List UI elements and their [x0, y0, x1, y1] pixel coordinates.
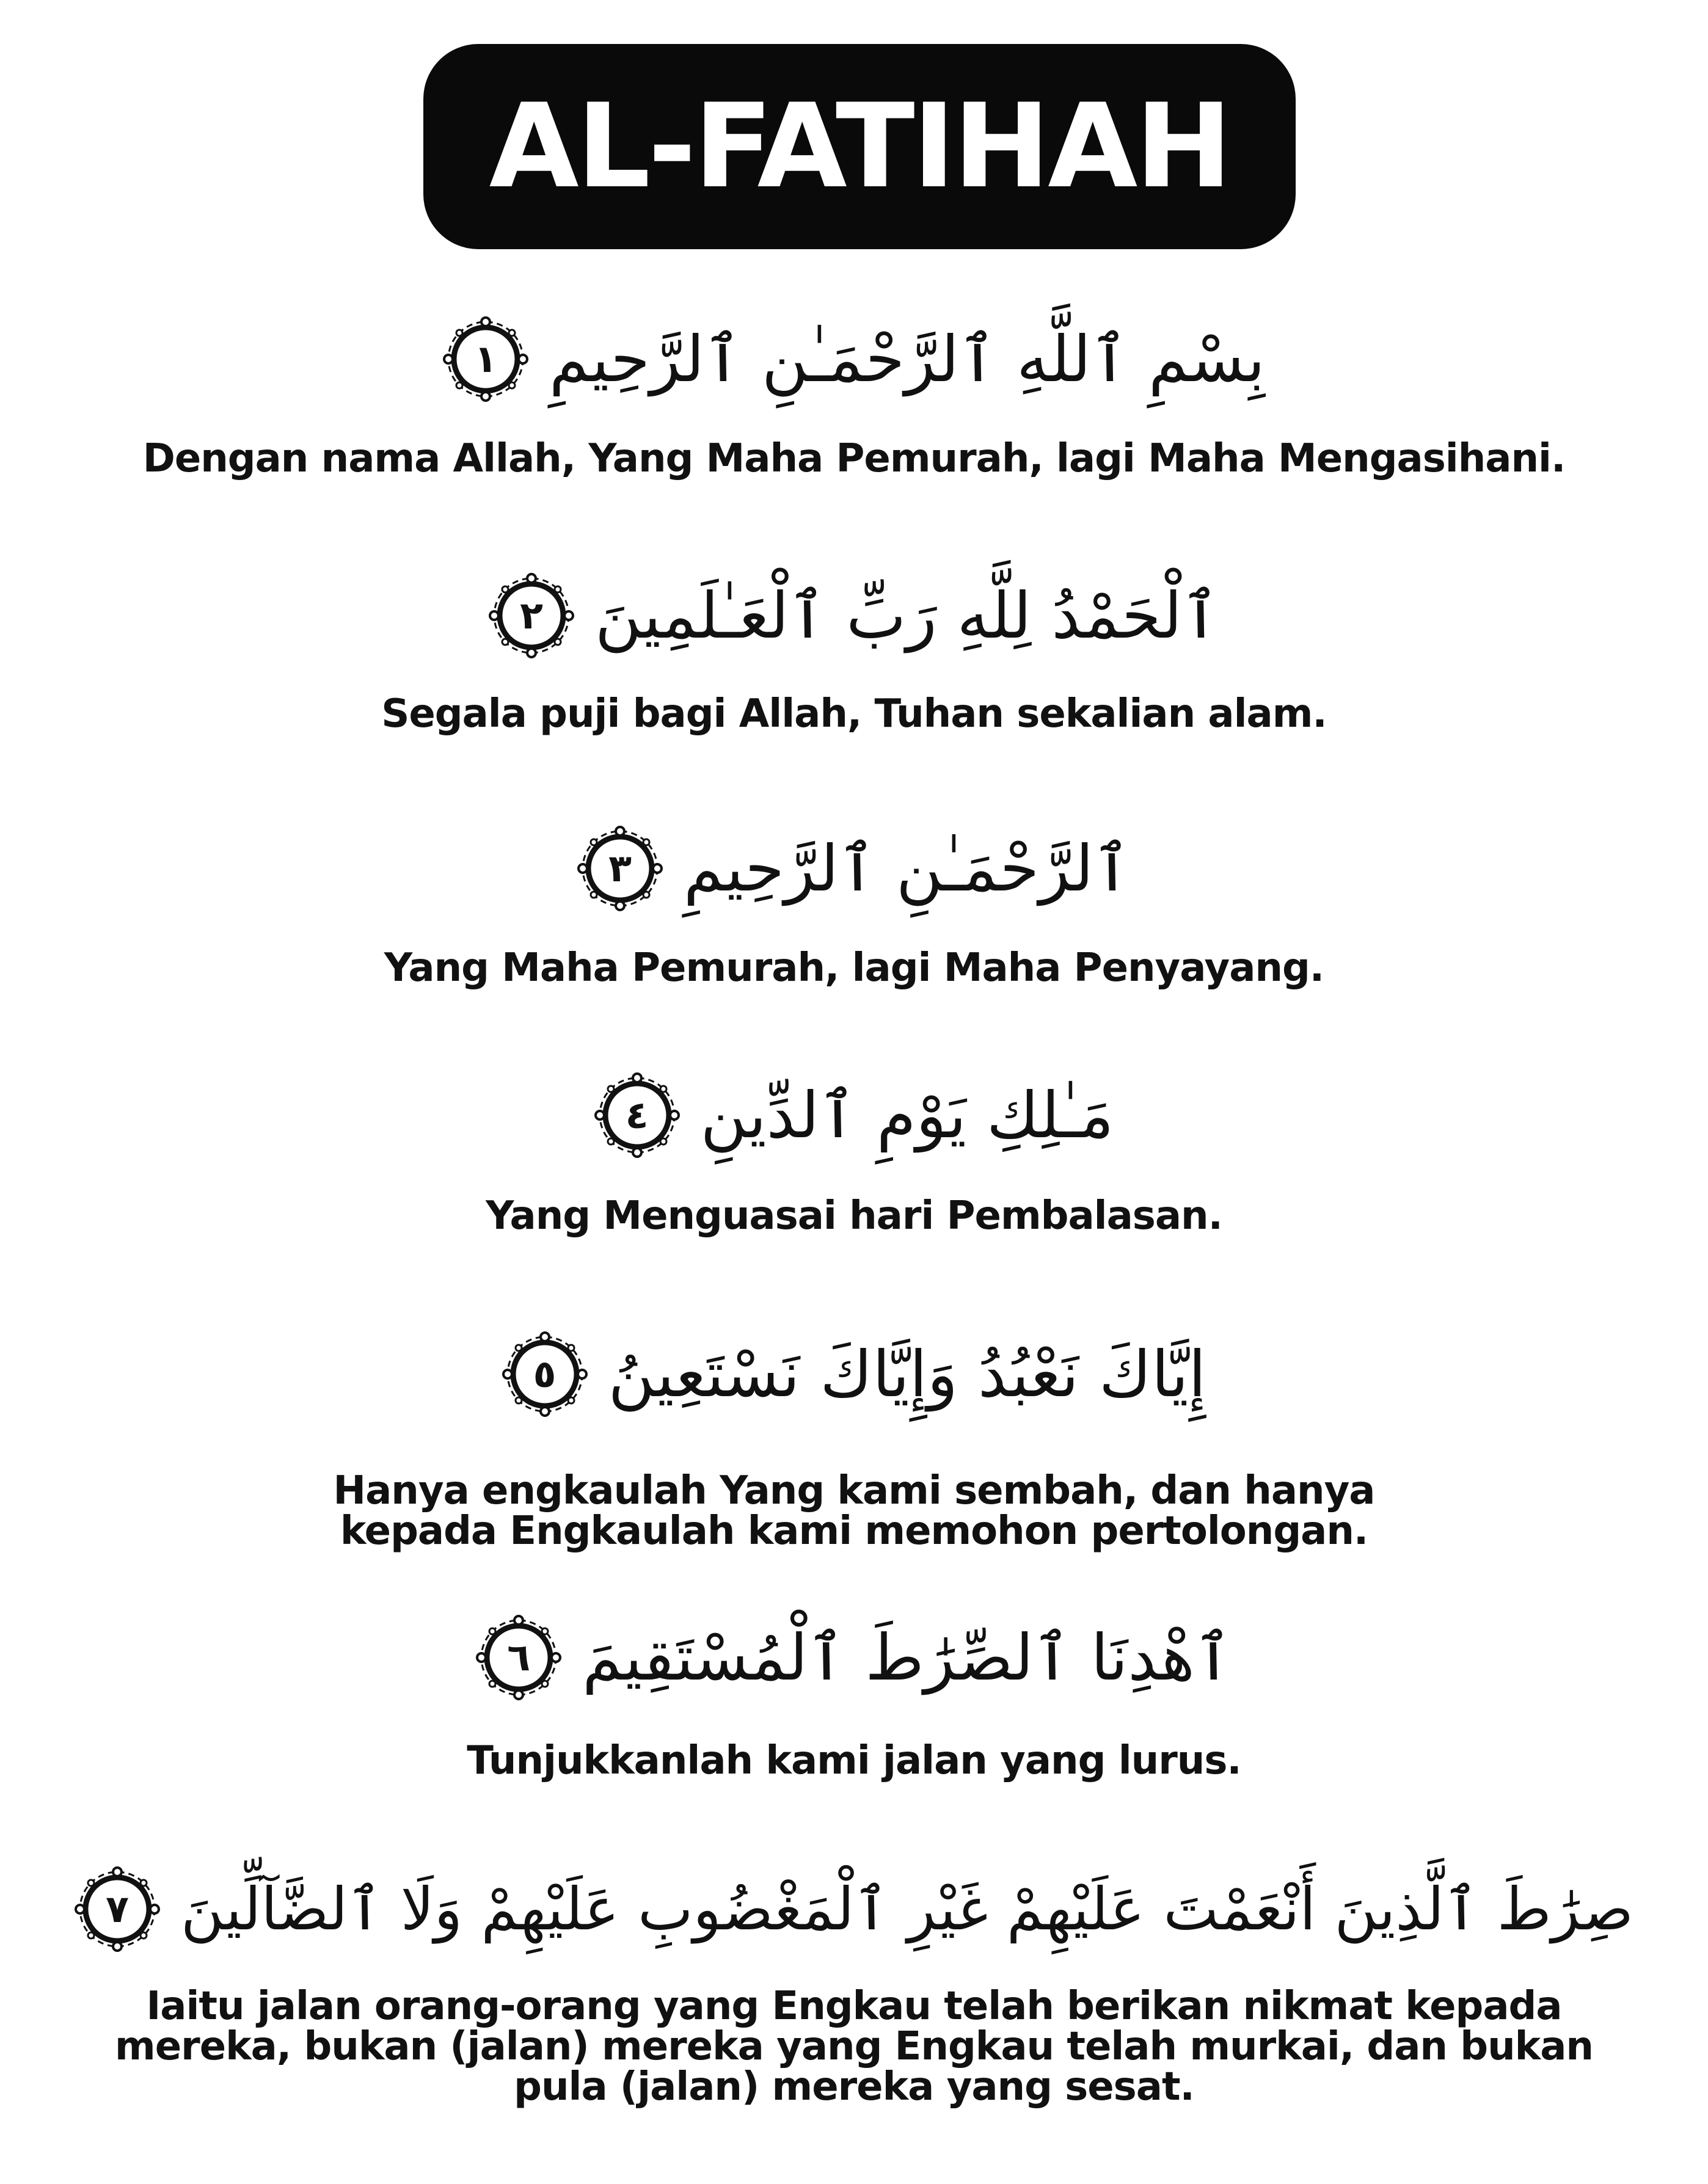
verse-4-translation: Yang Menguasai hari Pembalasan.: [486, 1193, 1222, 1239]
page-title: AL-FATIHAH: [489, 79, 1230, 214]
verse-4-arabic-line: [0, 1054, 1708, 1176]
verse-6-arabic-text: ٱهْدِنَا ٱلصِّرَٰطَ ٱلْمُسْتَقِيمَ: [582, 1620, 1232, 1695]
verse-4-arabic-text: مَـٰلِكِ يَوْمِ ٱلدِّينِ: [700, 1078, 1114, 1152]
verse-1-arabic-text: بِسْمِ ٱللَّهِ ٱلرَّحْمَـٰنِ ٱلرَّحِيمِ: [549, 322, 1265, 396]
verse-5-translation: [29, 1468, 1679, 1554]
verse-1-arabic-line: [0, 298, 1708, 420]
verse-number: ٤: [625, 1093, 649, 1137]
verse-7-translation-line-1: Iaitu jalan orang-orang yang Engkau telah berikan nikmat kepada: [146, 1984, 1562, 2029]
verse-7-translation: [29, 1986, 1679, 2107]
verse-number: ٢: [520, 593, 543, 638]
ayah-end-ornament-icon: [594, 1072, 680, 1158]
verse-2: [0, 555, 1708, 737]
verse-7-translation-line-2: mereka, bukan (jalan) mereka yang Engkau telah murkai, dan bukan: [115, 2024, 1593, 2069]
verse-7: [0, 1848, 1708, 2107]
verse-5-translation-line-2: kepada Engkaulah kami memohon pertolongan.: [340, 1509, 1368, 1554]
ayah-end-ornament-icon: [75, 1866, 160, 1952]
verse-5-translation-line-1: Hanya engkaulah Yang kami sembah, dan hanya: [333, 1468, 1375, 1513]
verse-7-arabic-text: صِرَٰطَ ٱلَّذِينَ أَنْعَمْتَ عَلَيْهِمْ غَيْرِ ٱلْمَغْضُوبِ عَلَيْهِمْ وَلَا ٱلضَّآلِّينَ: [181, 1875, 1633, 1943]
verse-number: ٧: [106, 1887, 129, 1931]
verse-7-translation-line-3: pula (jalan) mereka yang sesat.: [514, 2064, 1194, 2109]
verse-1: [0, 298, 1708, 479]
verse-6-translation: Tunjukkanlah kami jalan yang lurus.: [467, 1738, 1241, 1783]
verse-5-arabic-line: [0, 1313, 1708, 1435]
title-banner: [423, 44, 1296, 249]
verse-3-translation: Yang Maha Pemurah, lagi Maha Penyayang.: [384, 945, 1324, 991]
verse-3-arabic-text: ٱلرَّحْمَـٰنِ ٱلرَّحِيمِ: [683, 831, 1131, 906]
verse-2-arabic-line: [0, 555, 1708, 677]
verse-4: [0, 1054, 1708, 1239]
verse-number: ٦: [507, 1635, 531, 1680]
verse-5: [0, 1313, 1708, 1554]
verse-5-arabic-text: إِيَّاكَ نَعْبُدُ وَإِيَّاكَ نَسْتَعِينُ: [608, 1337, 1206, 1411]
ayah-end-ornament-icon: [443, 316, 528, 402]
verse-6: [0, 1596, 1708, 1781]
verse-1-translation: Dengan nama Allah, Yang Maha Pemurah, lagi Maha Mengasihani.: [142, 436, 1566, 481]
ayah-end-ornament-icon: [502, 1331, 588, 1417]
verse-7-arabic-line: [0, 1848, 1708, 1970]
verse-2-arabic-text: ٱلْحَمْدُ لِلَّهِ رَبِّ ٱلْعَـٰلَمِينَ: [594, 578, 1220, 653]
ayah-end-ornament-icon: [489, 573, 574, 658]
verse-number: ٣: [608, 846, 632, 890]
verse-6-arabic-line: [0, 1596, 1708, 1719]
verse-number: ١: [474, 337, 497, 381]
ayah-end-ornament-icon: [577, 826, 663, 911]
verse-3-arabic-line: [0, 807, 1708, 930]
ayah-end-ornament-icon: [476, 1615, 561, 1700]
verse-2-translation: Segala puji bagi Allah, Tuhan sekalian alam.: [381, 691, 1327, 737]
verse-3: [0, 807, 1708, 991]
verse-number: ٥: [533, 1352, 557, 1396]
